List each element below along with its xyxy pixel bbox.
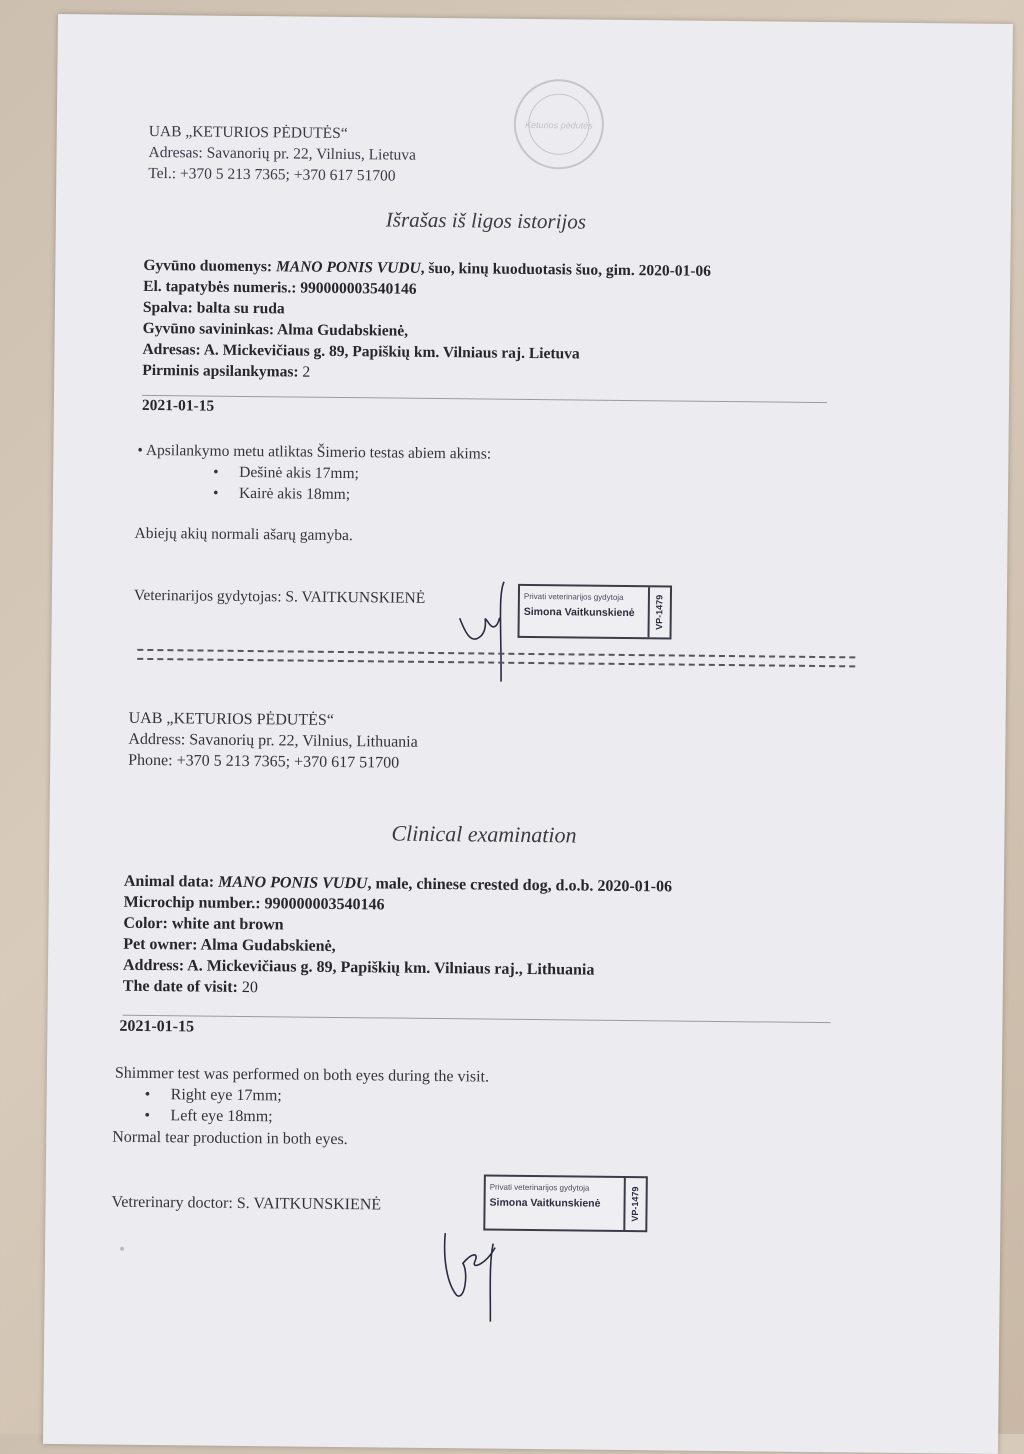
lt-conclusion: Abiejų akių normali ašarų gamyba.	[134, 524, 353, 545]
lt-visit-label: Pirminis apsilankymas:	[142, 361, 303, 381]
en-divider	[123, 1015, 831, 1023]
stamp-top-text: Privati veterinarijos gydytoja	[523, 591, 624, 602]
en-exam-intro: Shimmer test was performed on both eyes during the visit.	[114, 1064, 490, 1086]
en-owner: Pet owner: Alma Gudabskienė,	[123, 935, 336, 955]
lt-owner: Gyvūno savininkas: Alma Gudabskienė,	[142, 319, 409, 340]
list-item: • Right eye 17mm;	[145, 1084, 282, 1106]
lt-company-name: UAB „KETURIOS PĖDUTĖS“	[148, 122, 348, 143]
vet-stamp	[483, 1175, 648, 1233]
lt-color: Spalva: balta su ruda	[142, 298, 285, 318]
en-company-header	[128, 708, 418, 774]
document-sheet	[43, 14, 1013, 1454]
lt-company-phone: Tel.: +370 5 213 7365; +370 617 51700	[148, 164, 396, 185]
paper-speck	[120, 1247, 124, 1251]
en-company-name: UAB „KETURIOS PĖDUTĖS“	[128, 709, 335, 729]
en-color: Color: white ant brown	[123, 914, 284, 934]
list-item: • Left eye 18mm;	[144, 1105, 281, 1127]
lt-exam-intro: • Apsilankymo metu atliktas Šimerio testas abiem akims:	[137, 441, 492, 463]
list-item: • Dešinė akis 17mm;	[213, 462, 359, 485]
stamp-code-box	[623, 1178, 646, 1230]
stamp-vet-name: Simona Vaitkunskienė	[489, 1196, 601, 1210]
en-exam-results	[144, 1084, 282, 1127]
round-stamp-text: Keturios pėdutės	[525, 119, 593, 131]
stamp-code: VP-1479	[630, 1186, 641, 1222]
en-owner-address: Address: A. Mickevičiaus g. 89, Papiškių km. Vilniaus raj., Lithuania	[122, 956, 595, 979]
lt-exam-results	[213, 462, 359, 506]
en-exam-date: 2021-01-15	[119, 1017, 195, 1036]
en-visit-value: 20	[241, 978, 259, 997]
en-animal-rest: , male, chinese crested dog, d.o.b. 2020-01-06	[367, 875, 673, 896]
en-company-phone: Phone: +370 5 213 7365; +370 617 51700	[128, 751, 400, 772]
en-animal-details	[123, 871, 672, 1003]
lt-divider	[142, 395, 827, 403]
lt-visit-value: 2	[302, 363, 311, 381]
lt-animal-details	[142, 255, 711, 387]
lt-exam-date: 2021-01-15	[141, 396, 215, 415]
en-company-address: Address: Savanorių pr. 22, Vilnius, Lithuania	[128, 730, 418, 751]
lt-animal-label: Gyvūno duomenys:	[143, 256, 277, 276]
en-conclusion: Normal tear production in both eyes.	[112, 1128, 348, 1149]
en-animal-name: MANO PONIS VUDU	[218, 873, 368, 893]
lt-id-number: El. tapatybės numeris.: 990000003540146	[143, 277, 417, 298]
lt-vet-signature-line: Veterinarijos gydytojas: S. VAITKUNSKIENĖ	[133, 586, 426, 607]
signature-handwritten	[451, 573, 522, 684]
vet-stamp	[517, 584, 672, 640]
list-item: • Kairė akis 18mm;	[213, 483, 359, 506]
lt-animal-rest: , šuo, kinų kuoduotasis šuo, gim. 2020-01-06	[420, 259, 712, 280]
stamp-vet-name: Simona Vaitkunskienė	[523, 605, 635, 620]
lt-company-address: Adresas: Savanorių pr. 22, Vilnius, Lietuva	[148, 143, 417, 164]
en-microchip-number: Microchip number.: 990000003540146	[123, 893, 385, 914]
en-vet-signature-line: Vetrerinary doctor: S. VAITKUNSKIENĖ	[111, 1193, 382, 1214]
lt-owner-address: Adresas: A. Mickevičiaus g. 89, Papiškių km. Vilniaus raj. Lietuva	[142, 340, 580, 363]
en-document-title: Clinical examination	[391, 820, 577, 848]
round-company-stamp	[508, 74, 609, 175]
stamp-code-box	[648, 587, 671, 637]
en-visit-label: The date of visit:	[122, 977, 243, 996]
lt-animal-name: MANO PONIS VUDU	[275, 258, 421, 277]
lt-document-title: Išrašas iš ligos istorijos	[385, 207, 587, 234]
lt-company-header	[148, 121, 416, 187]
stamp-code: VP-1479	[654, 594, 665, 630]
stamp-top-text: Privati veterinarijos gydytoja	[489, 1182, 590, 1193]
en-animal-label: Animal data:	[123, 872, 219, 891]
